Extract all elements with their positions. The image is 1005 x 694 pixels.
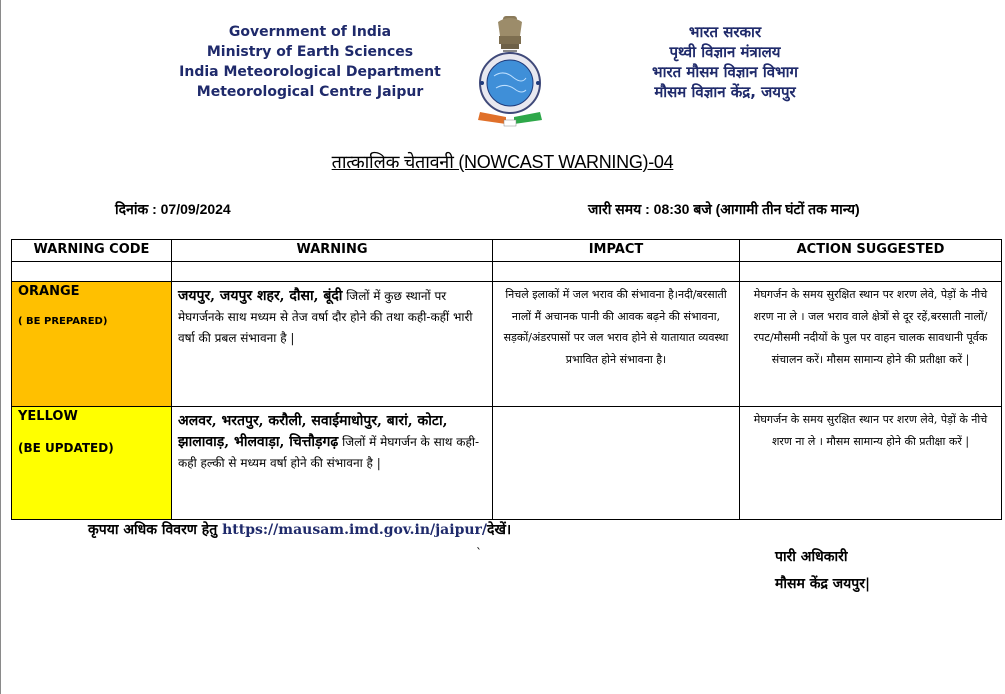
warning-code-label: YELLOW xyxy=(18,409,78,424)
signature-officer: पारी अधिकारी xyxy=(775,549,848,565)
warning-code-subtitle: ( BE PREPARED) xyxy=(18,316,108,327)
footer-note-prefix: कृपया अधिक विवरण हेतु xyxy=(88,522,223,538)
action-cell: मेघगर्जन के समय सुरक्षित स्थान पर शरण लेवे, पेड़ों के नीचे शरण ना ले । जल भराव वाले क्षेत्रों से दूर रहें,बरसाती नालों/रपट/मौसमी नदीयों के पुल पर वाहन चालक सावधानी पूर्वक संचालन करें। मौसम सामान्य होने की प्रतीक्षा करें | xyxy=(740,282,1002,407)
header-english-line: Meteorological Centre Jaipur xyxy=(196,84,424,100)
header-hindi-line: मौसम विज्ञान केंद्र, जयपुर xyxy=(654,83,796,101)
column-header-warning: WARNING xyxy=(172,240,493,262)
header-english-line: India Meteorological Department xyxy=(179,64,441,80)
issue-time-label: जारी समय : 08:30 बजे (आगामी तीन घंटों तक मान्य) xyxy=(588,201,860,217)
imd-emblem-icon xyxy=(470,14,550,129)
footer-note-suffix: देखें। xyxy=(487,522,512,538)
header-hindi-line: भारत मौसम विज्ञान विभाग xyxy=(652,63,798,81)
blank-cell xyxy=(740,262,1002,282)
warning-code-cell-orange xyxy=(12,282,172,407)
blank-cell xyxy=(172,262,493,282)
table-blank-row xyxy=(12,262,1002,282)
warning-districts: अलवर, भरतपुर, करौली, सवाईमाधोपुर, बारां, कोटा, झालावाड़, भीलवाड़ा, चित्तौड़गढ़ xyxy=(178,413,448,450)
page-left-border xyxy=(0,0,1,694)
header-english-line: Ministry of Earth Sciences xyxy=(206,44,414,60)
warning-description: जिलों में मेघगर्जन के साथ कही-कही हल्की से मध्यम वर्षा होने की संभावना है | xyxy=(178,435,480,470)
impact-cell: निचले इलाकों में जल भराव की संभावना है।नदी/बरसाती नालों मैं अचानक पानी की आवक बढ़ने की संभावना, सड़कों/अंडरपासों पर जल भराव होने से यातायात व्यवस्था प्रभावित होने संभावना है। xyxy=(493,282,740,407)
table-header-row xyxy=(12,240,1002,262)
header-english xyxy=(160,22,460,102)
document-title xyxy=(0,150,1005,174)
column-header-warning-code: WARNING CODE xyxy=(12,240,172,262)
blank-cell xyxy=(493,262,740,282)
header-hindi-line: भारत सरकार xyxy=(688,23,762,41)
warning-code-subtitle: (BE UPDATED) xyxy=(18,441,114,455)
warning-table xyxy=(11,239,1002,520)
action-cell: मेघगर्जन के समय सुरक्षित स्थान पर शरण लेवे, पेड़ों के नीचे शरण ना ले । मौसम सामान्य होने की प्रतीक्षा करें | xyxy=(740,407,1002,520)
header-english-line: Government of India xyxy=(228,24,392,40)
warning-text-cell xyxy=(172,282,493,407)
column-header-impact: IMPACT xyxy=(493,240,740,262)
header-hindi xyxy=(600,22,850,102)
document-title-text: तात्कालिक चेतावनी (NOWCAST WARNING)-04 xyxy=(331,152,674,172)
warning-text-cell xyxy=(172,407,493,520)
warning-districts: जयपुर, जयपुर शहर, दौसा, बूंदी xyxy=(178,288,343,304)
details-link[interactable]: https://mausam.imd.gov.in/jaipur/ xyxy=(222,522,488,538)
blank-cell xyxy=(12,262,172,282)
date-label: दिनांक : 07/09/2024 xyxy=(115,201,231,217)
column-header-action: ACTION SUGGESTED xyxy=(740,240,1002,262)
signature-centre: मौसम केंद्र जयपुर| xyxy=(775,576,871,592)
impact-cell xyxy=(493,407,740,520)
header-hindi-line: पृथ्वी विज्ञान मंत्रालय xyxy=(669,43,781,61)
warning-code-cell-yellow xyxy=(12,407,172,520)
table-row-orange xyxy=(12,282,1002,407)
warning-code-label: ORANGE xyxy=(18,284,80,299)
table-row-yellow xyxy=(12,407,1002,520)
stray-mark: ` xyxy=(476,546,482,560)
footer-note xyxy=(88,520,511,539)
warning-description: जिलों में कुछ स्थानों पर मेघगर्जनके साथ मध्यम से तेज वर्षा दौर होने की तथा कही-कहीं भारी वर्षा की प्रबल संभावना है | xyxy=(178,289,473,345)
